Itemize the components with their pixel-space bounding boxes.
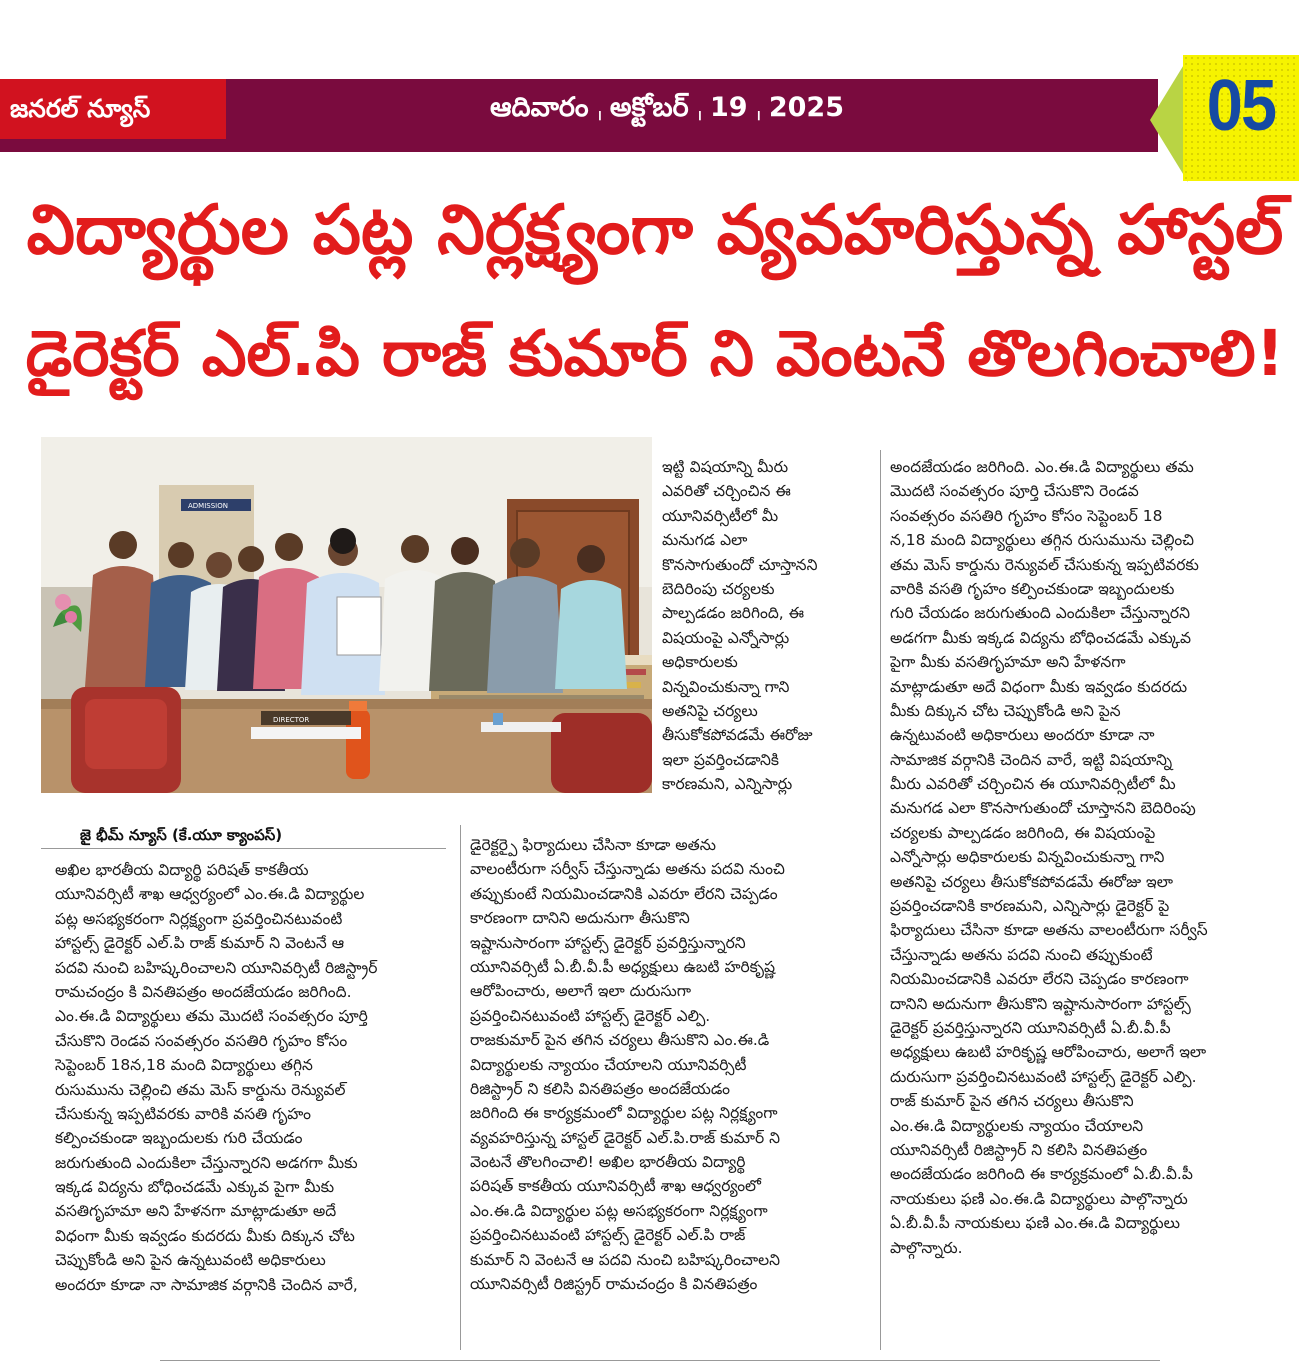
article-line: పరిషత్ కాకతీయ యూనివర్సిటీ శాఖ ఆధ్వర్యంలో xyxy=(470,1177,762,1196)
page-number: 05 xyxy=(1206,66,1276,146)
article-line: నాయకులు ఫణి ఎం.ఈ.డి విద్యార్థులు పాల్గొన్నారు xyxy=(890,1189,1188,1208)
photo-illustration xyxy=(41,437,652,793)
article-line: తప్పుకుంటే నియమించడానికి ఎవరూ లేరని చెప్పడం xyxy=(470,884,778,903)
article-line: పాల్గొన్నారు. xyxy=(890,1238,963,1257)
section-label: జనరల్ న్యూస్ xyxy=(0,79,226,139)
article-line: జరుగుతుంది ఎందుకిలా చేస్తున్నారని అడగగా మీకు xyxy=(55,1153,358,1172)
article-line: పదవి నుంచి బహిష్కరించాలని యూనివర్సిటీ రిజిస్ట్రార్ xyxy=(55,958,378,977)
date-separator: । xyxy=(696,108,702,124)
date-month: అక్టోబర్ xyxy=(609,92,689,123)
article-line: ఇట్టి విషయాన్ని మీరు xyxy=(662,458,789,476)
article-line: యూనివర్సిటీ రిజిస్ట్రర్ రామచంద్రం కి వినతిపత్రం xyxy=(470,1275,758,1294)
article-line: ఏ.బీ.వీ.పీ నాయకులు ఫణి ఎం.ఈ.డి విద్యార్థులు xyxy=(890,1214,1180,1233)
door-sign-text: ADMISSION xyxy=(188,502,228,510)
article-line: యూనివర్సిటీ శాఖ ఆధ్వర్యంలో ఎం.ఈ.డి విద్యార్థుల xyxy=(55,885,365,904)
article-column-2 xyxy=(470,833,870,1296)
article-line: మనుగడ ఎలా xyxy=(662,531,748,550)
article-line: యూనివర్సిటీ ఏ.బీ.వీ.పీ అధ్యక్షులు ఉబటి హరికృష్ణ xyxy=(470,957,775,976)
article-line: కారణంగా దానిని అదునుగా తీసుకొని xyxy=(470,909,690,928)
article-line: ఎన్నోసార్లు అధికారులకు విన్నవించుకున్నా గాని xyxy=(890,848,1165,867)
article-line: అఖిల భారతీయ విద్యార్థి పరిషత్ కాకతీయ xyxy=(55,861,309,879)
article-line: రిజిస్ట్రార్ ని కలిసి వినతిపత్రం అందజేయడం xyxy=(470,1079,730,1098)
article-column-2-top xyxy=(662,455,862,796)
article-line: ప్రవర్తించినటువంటి హాస్టల్స్ డైరెక్టర్ ఎల్పి. xyxy=(470,1006,711,1025)
desk-sign-text: DIRECTOR xyxy=(273,716,310,724)
article-line: దానిని అదునుగా తీసుకొని ఇష్టానుసారంగా హాస్టల్స్ xyxy=(890,994,1191,1013)
article-line: చేస్తున్నాడు అతను పదవి నుంచి తప్పుకుంటే xyxy=(890,945,1153,964)
article-line: సంవత్సరం వసతిరి గృహం కోసం సెప్టెంబర్ 18 xyxy=(890,506,1163,525)
article-column-3 xyxy=(890,455,1285,1260)
article-line: గురి చేయడం జరుగుతుంది ఎందుకిలా చేస్తున్నారని xyxy=(890,604,1190,623)
article-line: విషయంపై ఎన్నోసార్లు xyxy=(662,628,790,647)
article-line: జరిగింది ఈ కార్యక్రమంలో విద్యార్థుల పట్ల నిర్లక్ష్యంగా xyxy=(470,1104,778,1123)
article-line: చేసుకొని రెండవ సంవత్సరం వసతిరి గృహం కోసం xyxy=(55,1031,348,1050)
article-line: మీకు దిక్కున చోట చెప్పుకోండి అని పైన xyxy=(890,701,1121,720)
article-column-1 xyxy=(55,858,447,1297)
article-line: రాజకుమార్ పైన తగిన చర్యలు తీసుకొని ఎం.ఈ.డి xyxy=(470,1031,770,1050)
article-line: హాస్టల్స్ డైరెక్టర్ ఎల్.పి రాజ్ కుమార్ ని వెంటనే ఆ xyxy=(55,934,345,953)
article-line: సామాజిక వర్గానికి చెందిన వారే, ఇట్టి విషయాన్ని xyxy=(890,750,1173,769)
article-line: ఎం.ఈ.డి విద్యార్థుల పట్ల అసభ్యకరంగా నిర్లక్ష్యంగా xyxy=(470,1201,768,1220)
article-line: ఇక్కడ విద్యను బోధించడమే ఎక్కువ పైగా మీకు xyxy=(55,1178,335,1197)
article-line: చర్యలకు పాల్పడడం జరిగింది, ఈ విషయంపై xyxy=(890,823,1156,842)
article-line: డైరెక్టర్పై ఫిర్యాదులు చేసినా కూడా అతను xyxy=(470,836,716,854)
article-line: వసతిగృహమా అని హేళనగా మాట్లాడుతూ అదే xyxy=(55,1202,337,1221)
article-line: వెంటనే తొలగించాలి! అఖిల భారతీయ విద్యార్థి xyxy=(470,1153,746,1172)
article-line: అందజేయడం జరిగింది. ఎం.ఈ.డి విద్యార్థులు తమ xyxy=(890,458,1194,476)
article-line: ఆరోపించారు, అలాగే ఇలా దురుసుగా xyxy=(470,982,692,1001)
article-line: అందరూ కూడా నా సామాజిక వర్గానికి చెందిన వారే, xyxy=(55,1275,358,1294)
article-line: పట్ల అసభ్యకరంగా నిర్లక్ష్యంగా ప్రవర్తించినటువంటి xyxy=(55,909,343,928)
article-line: వారికి వసతి గృహం కల్పించకుండా ఇబ్బందులకు xyxy=(890,579,1175,598)
photo-caption: జై భీమ్ న్యూస్ (కే.యూ క్యాంపస్) xyxy=(80,826,283,844)
article-line: ఎం.ఈ.డి విద్యార్థులు తమ మొదటి సంవత్సరం పూర్తి xyxy=(55,1007,368,1026)
bottom-rule xyxy=(160,1360,1160,1361)
article-line: అతనిపై చర్యలు తీసుకోకపోవడమే ఈరోజు ఇలా xyxy=(890,872,1173,891)
article-line: మొదటి సంవత్సరం పూర్తి చేసుకొని రెండవ xyxy=(890,482,1139,501)
article-line: తీసుకోకపోవడమే ఈరోజు xyxy=(662,726,813,745)
article-line: చేసుకున్న ఇప్పటివరకు వారికి వసతి గృహం xyxy=(55,1104,311,1123)
article-line: అడగగా మీకు ఇక్కడ విద్యను బోధించడమే ఎక్కువ xyxy=(890,628,1192,647)
date-day-number: 19 xyxy=(709,92,748,123)
article-line: ఇష్టానుసారంగా హాస్టల్స్ డైరెక్టర్ ప్రవర్తిస్తున్నారని xyxy=(470,933,746,952)
date-separator: । xyxy=(755,108,761,124)
date-year: 2025 xyxy=(768,92,844,123)
article-line: మనుగడ ఎలా కొనసాగుతుందో చూస్తానని బెదిరింపు xyxy=(890,799,1196,818)
article-line: రామచంద్రం కి వినతిపత్రం అందజేయడం జరిగింది. xyxy=(55,982,352,1001)
article-line: అతనిపై చర్యలు xyxy=(662,701,758,720)
headline-line-1: విద్యార్థుల పట్ల నిర్లక్ష్యంగా వ్యవహరిస్తున్న హాస్టల్ xyxy=(26,191,1284,270)
article-line: రాజ్ కుమార్ పైన తగిన చర్యలు తీసుకొని xyxy=(890,1092,1134,1111)
article-line: ప్రవర్తించినటువంటి హాస్టల్స్ డైరెక్టర్ ఎల్.పి రాజ్ xyxy=(470,1226,746,1245)
article-line: మీరు ఎవరితో చర్చించిన ఈ యూనివర్సిటీలో మీ xyxy=(890,775,1176,794)
article-line: కుమార్ ని వెంటనే ఆ పదవి నుంచి బహిష్కరించాలని xyxy=(470,1250,780,1269)
article-line: రుసుమును చెల్లించి తమ మెస్ కార్డును రెన్యువల్ xyxy=(55,1080,346,1099)
article-line: ఫిర్యాదులు చేసినా కూడా అతను వాలంటీరుగా సర్వీస్ xyxy=(890,921,1208,940)
article-line: బెదిరింపు చర్యలకు xyxy=(662,579,775,598)
article-line: ఇలా ప్రవర్తించడానికి xyxy=(662,750,780,769)
article-line: ప్రవర్తించడానికి కారణమని, ఎన్నిసార్లు డైరెక్టర్ పై xyxy=(890,897,1170,916)
article-line: మాట్లాడుతూ అదే విధంగా మీకు ఇవ్వడం కుదరదు xyxy=(890,677,1188,696)
article-line: యూనివర్సిటీలో మీ xyxy=(662,506,779,525)
article-line: విద్యార్థులకు న్యాయం చేయాలని యూనివర్సిటీ xyxy=(470,1055,747,1074)
article-line: కారణమని, ఎన్నిసార్లు xyxy=(662,775,793,794)
article-line: వ్యవహరిస్తున్న హాస్టల్ డైరెక్టర్ ఎల్.పి.రాజ్ కుమార్ ని xyxy=(470,1128,781,1147)
article-line: కొనసాగుతుందో చూస్తానని xyxy=(662,555,818,574)
article-line: అధ్యక్షులు ఉబటి హరికృష్ణ ఆరోపించారు, అలాగే ఇలా xyxy=(890,1043,1207,1062)
article-line: వాలంటీరుగా సర్వీస్ చేస్తున్నాడు అతను పదవి నుంచి xyxy=(470,860,785,879)
article-line: విన్నవించుకున్నా గాని xyxy=(662,677,790,696)
article-line: చెప్పుకోండి అని పైన ఉన్నటువంటి అధికారులు xyxy=(55,1251,326,1270)
column-rule xyxy=(880,450,881,1350)
article-line: దురుసుగా ప్రవర్తించినటువంటి హాస్టల్స్ డైరెక్టర్ ఎల్పి. xyxy=(890,1067,1197,1086)
article-line: డైరెక్టర్ ప్రవర్తిస్తున్నారని యూనివర్సిటీ ఏ.బీ.వీ.పీ xyxy=(890,1018,1171,1037)
article-line: అధికారులకు xyxy=(662,653,738,672)
article-line: న,18 మంది విద్యార్థులు తగ్గిన రుసుమును చెల్లించి xyxy=(890,531,1195,550)
article-line: పైగా మీకు వసతిగృహమా అని హేళనగా xyxy=(890,653,1126,672)
date-day: ఆదివారం xyxy=(490,92,589,123)
news-photo xyxy=(41,437,652,793)
article-line: అందజేయడం జరిగింది ఈ కార్యక్రమంలో ఏ.బీ.వీ.పీ xyxy=(890,1165,1193,1184)
column-rule xyxy=(41,848,446,849)
article-line: పాల్పడడం జరిగింది, ఈ xyxy=(662,604,805,623)
dateline xyxy=(490,92,844,130)
article-line: ఎవరితో చర్చించిన ఈ xyxy=(662,482,791,501)
article-line: నియమించడానికి ఎవరూ లేరని చెప్పడం కారణంగా xyxy=(890,970,1189,989)
date-separator: । xyxy=(596,108,602,124)
article-line: తమ మెస్ కార్డును రెన్యువల్ చేసుకున్న ఇప్పటివరకు xyxy=(890,555,1199,574)
article-line: యూనివర్సిటీ రిజిస్ట్రార్ ని కలిసి వినతిపత్రం xyxy=(890,1140,1148,1159)
article-line: ఉన్నటువంటి అధికారులు అందరూ కూడా నా xyxy=(890,726,1155,745)
article-line: ఎం.ఈ.డి విద్యార్థులకు న్యాయం చేయాలని xyxy=(890,1116,1144,1135)
column-rule xyxy=(460,825,461,1350)
article-line: సెప్టెంబర్ 18న,18 మంది విద్యార్థులు తగ్గిన xyxy=(55,1056,313,1075)
headline-line-2: డైరెక్టర్ ఎల్.పి రాజ్ కుమార్ ని వెంటనే తొలగించాలి! xyxy=(25,317,1285,390)
article-line: కల్పించకుండా ఇబ్బందులకు గురి చేయడం xyxy=(55,1129,303,1148)
article-line: విధంగా మీకు ఇవ్వడం కుదరదు మీకు దిక్కున చోట xyxy=(55,1226,355,1245)
